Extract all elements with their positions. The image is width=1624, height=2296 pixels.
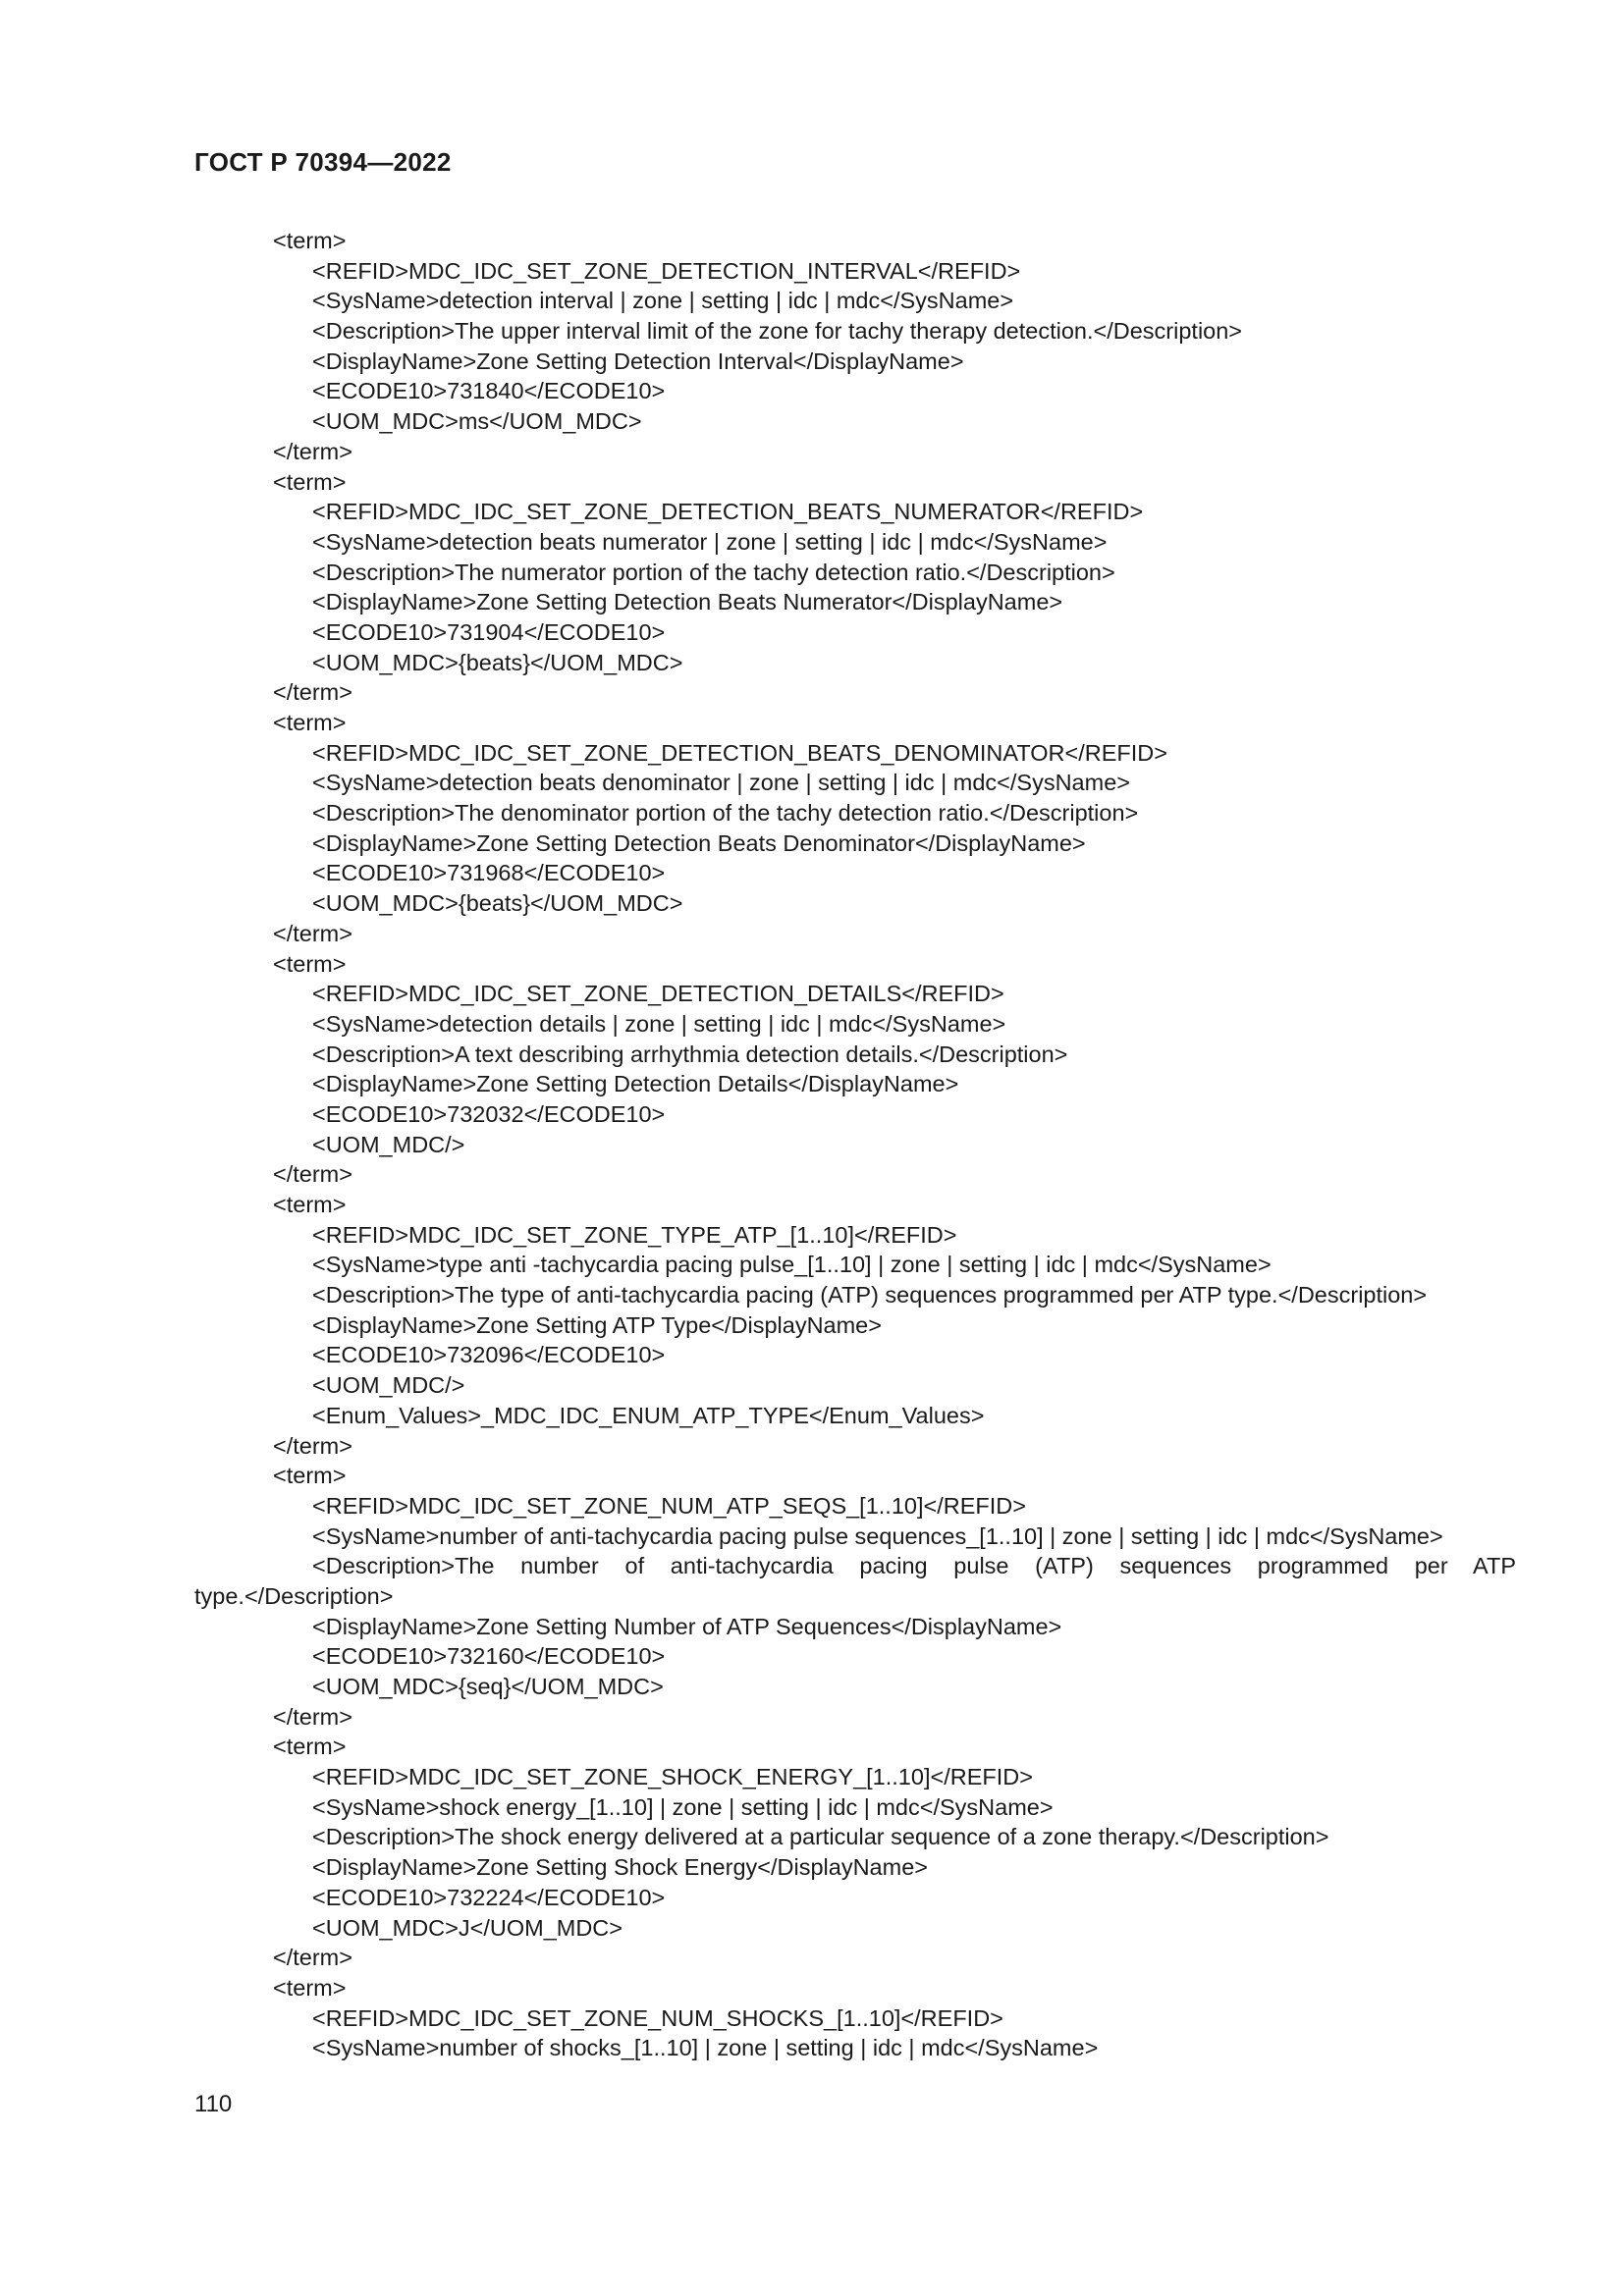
xml-line: <UOM_MDC>ms</UOM_MDC> [312, 408, 642, 435]
xml-line: <UOM_MDC>{seq}</UOM_MDC> [312, 1674, 664, 1700]
page-number: 110 [194, 2091, 233, 2117]
xml-line: <SysName>number of shocks_[1..10] | zone | setting | idc | mdc</SysName> [312, 2035, 1099, 2061]
xml-line: <Description>A text describing arrhythmia detection details.</Description> [312, 1041, 1068, 1067]
xml-line: </term> [273, 679, 352, 706]
xml-line: <Description>The shock energy delivered at a particular sequence of a zone therapy.</Description> [312, 1824, 1329, 1850]
xml-line: <REFID>MDC_IDC_SET_ZONE_SHOCK_ENERGY_[1..10]</REFID> [312, 1764, 1033, 1790]
xml-line: <REFID>MDC_IDC_SET_ZONE_NUM_ATP_SEQS_[1..10]</REFID> [312, 1492, 1026, 1519]
xml-line: <DisplayName>Zone Setting Detection Beats Denominator</DisplayName> [312, 829, 1086, 856]
xml-line: <SysName>detection interval | zone | setting | idc | mdc</SysName> [312, 288, 1014, 314]
xml-line: </term> [273, 1161, 352, 1188]
xml-line: <term> [273, 710, 347, 735]
xml-line: </term> [273, 1432, 352, 1459]
xml-line: <DisplayName>Zone Setting Number of ATP Sequences</DisplayName> [312, 1613, 1062, 1639]
xml-line: <Description>The denominator portion of the tachy detection ratio.</Description> [312, 800, 1139, 827]
xml-line: <DisplayName>Zone Setting Shock Energy</DisplayName> [312, 1854, 928, 1881]
xml-line: <DisplayName>Zone Setting Detection Details</DisplayName> [312, 1071, 959, 1097]
document-header: ГОСТ Р 70394—2022 [194, 147, 452, 177]
xml-line: <term> [273, 1463, 347, 1489]
xml-line: <SysName>type anti -tachycardia pacing pulse_[1..10] | zone | setting | idc | mdc</SysName> [312, 1252, 1272, 1278]
xml-line: <ECODE10>732160</ECODE10> [312, 1643, 666, 1670]
xml-line: </term> [273, 1703, 352, 1730]
xml-line: <REFID>MDC_IDC_SET_ZONE_DETECTION_BEATS_NUMERATOR</REFID> [312, 499, 1144, 525]
xml-line: <ECODE10>731968</ECODE10> [312, 860, 666, 886]
xml-line: <SysName>number of anti-tachycardia pacing pulse sequences_[1..10] | zone | setting | idc | mdc</SysName> [312, 1522, 1443, 1549]
xml-line: <REFID>MDC_IDC_SET_ZONE_NUM_SHOCKS_[1..10]</REFID> [312, 2004, 1003, 2031]
xml-listing [194, 226, 1516, 2063]
xml-line: <term> [273, 468, 347, 495]
xml-line: <UOM_MDC>{beats}</UOM_MDC> [312, 890, 683, 917]
xml-line: <SysName>detection details | zone | setting | idc | mdc</SysName> [312, 1010, 1006, 1037]
xml-line: <term> [273, 1734, 347, 1760]
xml-line: <Description>The type of anti-tachycardia pacing (ATP) sequences programmed per ATP type.</Description> [312, 1282, 1428, 1308]
xml-line: <REFID>MDC_IDC_SET_ZONE_DETECTION_INTERVAL</REFID> [312, 257, 1021, 284]
xml-line: <DisplayName>Zone Setting Detection Interval</DisplayName> [312, 347, 964, 374]
xml-line: <REFID>MDC_IDC_SET_ZONE_TYPE_ATP_[1..10]</REFID> [312, 1221, 957, 1248]
xml-line: <Description>The numerator portion of the tachy detection ratio.</Description> [312, 559, 1115, 585]
xml-line: <term> [273, 1192, 347, 1217]
xml-line: <SysName>shock energy_[1..10] | zone | setting | idc | mdc</SysName> [312, 1793, 1054, 1820]
xml-line: </term> [273, 1945, 352, 1971]
xml-line: <Description>The upper interval limit of the zone for tachy therapy detection.</Description> [312, 318, 1243, 345]
xml-line: <DisplayName>Zone Setting ATP Type</DisplayName> [312, 1311, 882, 1338]
xml-line: <UOM_MDC/> [312, 1372, 465, 1399]
xml-line: <REFID>MDC_IDC_SET_ZONE_DETECTION_BEATS_DENOMINATOR</REFID> [312, 739, 1167, 766]
xml-line: </term> [273, 920, 352, 946]
xml-line: <ECODE10>732032</ECODE10> [312, 1100, 666, 1127]
xml-line: <Enum_Values>_MDC_IDC_ENUM_ATP_TYPE</Enum_Values> [312, 1402, 985, 1428]
xml-line: <term> [273, 950, 347, 977]
xml-line: <term> [273, 1974, 347, 2001]
xml-line: <term> [273, 228, 347, 253]
xml-line: <UOM_MDC>{beats}</UOM_MDC> [312, 649, 683, 675]
xml-line: <ECODE10>731840</ECODE10> [312, 378, 666, 404]
xml-line: <Description>The number of anti-tachycardia pacing pulse (ATP) sequences programmed per ATP [312, 1553, 1516, 1579]
xml-line: <UOM_MDC/> [312, 1131, 465, 1157]
xml-line: <SysName>detection beats denominator | zone | setting | idc | mdc</SysName> [312, 770, 1130, 796]
xml-line: <SysName>detection beats numerator | zone | setting | idc | mdc</SysName> [312, 528, 1108, 555]
xml-line: <REFID>MDC_IDC_SET_ZONE_DETECTION_DETAILS</REFID> [312, 981, 1004, 1007]
xml-line: <ECODE10>731904</ECODE10> [312, 618, 666, 645]
xml-line: </term> [273, 438, 352, 464]
xml-line: type.</Description> [194, 1582, 394, 1609]
xml-line: <DisplayName>Zone Setting Detection Beats Numerator</DisplayName> [312, 589, 1063, 615]
xml-line: <UOM_MDC>J</UOM_MDC> [312, 1914, 623, 1941]
xml-line: <ECODE10>732096</ECODE10> [312, 1342, 666, 1368]
xml-line: <ECODE10>732224</ECODE10> [312, 1884, 666, 1910]
